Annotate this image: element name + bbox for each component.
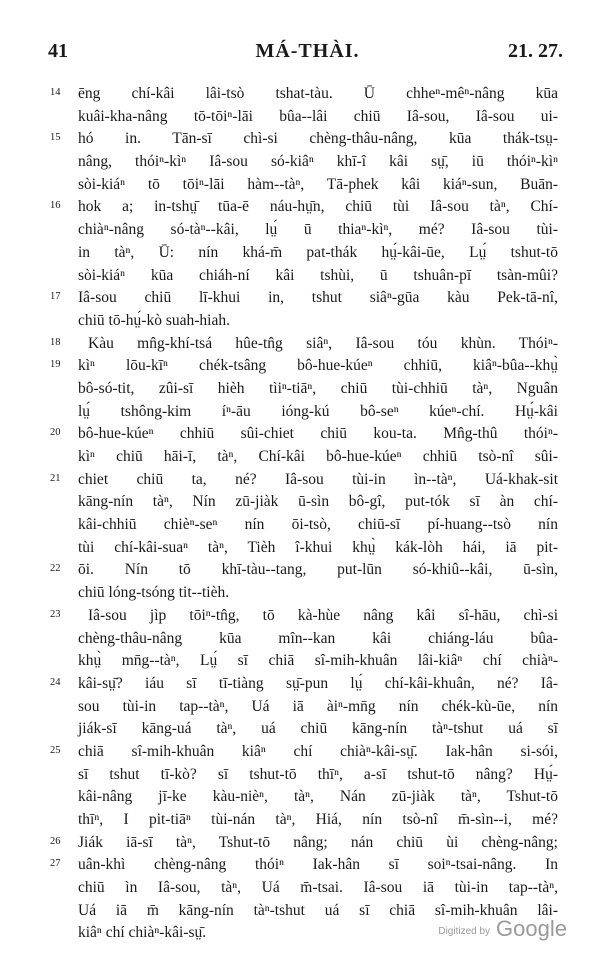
watermark-brand: Google [496,916,567,941]
line-text: chiet chiū ta, né? Iâ-sou tùi-in ìn--tàⁿ, Uá-khak-sit [78,470,558,488]
line-text: sou tùi-in tap--tàⁿ, Uá iā àiⁿ-mn̄g nín chék-kù-ūe, nín [78,697,558,715]
text-line [0,629,615,652]
line-text: bô-só-tit, zûi-sī hièh tìiⁿ-tiāⁿ, chiū tùi-chhiū tàⁿ, Nguân [78,379,558,397]
line-text: nâng, thóiⁿ-kìⁿ Iâ-sou só-kiâⁿ khī-î kâi sṳ̄, iū thóiⁿ-kìⁿ [78,153,558,171]
verse-number: 21 [50,472,61,484]
line-text: kìⁿ lōu-kīⁿ chék-tsâng bô-hue-kúeⁿ chhiū, kiâⁿ-bûa--khṳ̀ [78,357,558,375]
line-text: sī tshut tī-kò? sī tshut-tō thīⁿ, a-sī tshut-tō nâng? Hṳ́- [78,765,558,783]
line-text: chiàⁿ-nâng só-tàⁿ--kâi, lṳ́ ū thiaⁿ-kìⁿ, mé? Iâ-sou tùi- [78,221,558,239]
text-line [0,538,615,561]
text-line [0,651,615,674]
line-text: hok a; in-tshṳ̄ tūa-ē náu-hṳ̄n, chiū tùi Iâ-sou tàⁿ, Chí- [78,198,558,216]
text-line [0,583,615,606]
text-line [0,356,615,379]
text-line [0,492,615,515]
line-text: ōi. Nín tō khī-tàu--tang, put-lūn só-khiû--kâi, ū-sìn, [78,561,558,579]
line-text: thīⁿ, I pit-tiāⁿ tùi-nán tàⁿ, Hiá, nín tsò-nî m̄-sìn--i, mé? [78,811,558,828]
line-text: Iâ-sou jìp tōiⁿ-tn̂g, tō kà-hùe nâng kâi sî-hāu, chì-si [88,606,558,624]
page-number: 41 [48,40,68,62]
text-line [0,175,615,198]
verse-number: 16 [50,200,61,212]
verse-number: 27 [50,858,61,870]
text-line [0,243,615,266]
line-text: uân-khì chèng-nâng thóiⁿ Iak-hân sī soiⁿ-tsai-nâng. In [78,856,558,874]
line-text: chiū lóng-tsóng tit--tièh. [78,584,230,602]
text-line [0,311,615,334]
line-text: chiā sî-mih-khuân kiâⁿ chí chiàⁿ-kâi-sṳ̄. Iak-hân si-sói, [78,742,558,760]
text-line [0,697,615,720]
verse-number: 18 [50,336,61,348]
verse-number: 17 [50,291,61,303]
line-text: kâi-nâng jī-ke kàu-nièⁿ, tàⁿ, Nán zū-jiàk tàⁿ, Tshut-tō [78,788,558,806]
verse-number: 22 [50,563,61,575]
text-line [0,107,615,130]
line-text: sòi-kiáⁿ kūa chiáh-ní kâi tshùi, ū tshuân-pī tsàn-mûi? [78,266,558,284]
text-line [0,334,615,357]
text-line [0,288,615,311]
verse-number: 25 [50,744,61,756]
line-text: jiák-sī kāng-uá tàⁿ, uá chiū kāng-nín tàⁿ-tshut uá sī [78,720,558,738]
text-line [0,878,615,901]
line-text: kiâⁿ chí chiàⁿ-kâi-sṳ̄. [78,924,207,942]
line-text: Jiák iā-sī tàⁿ, Tshut-tō nâng; nán chiū ùi chèng-nâng; [78,833,558,851]
text-line [0,515,615,538]
verse-number: 19 [50,359,61,371]
line-text: ēng chí-kâi lâi-tsò tshat-tàu. Ū chheⁿ-mêⁿ-nâng kūa [78,85,558,102]
line-text: Kàu mn̂g-khí-tsá hûe-tn̂g siâⁿ, Iâ-sou tóu khùn. Thóiⁿ- [88,334,558,352]
digitization-watermark [438,916,567,942]
line-text: in tàⁿ, Ū: nín khá-m̄ pat-thák hṳ́-kâi-ūe, Lṳ́ tshut-tō [78,243,558,261]
line-text: kâi-chhiū chièⁿ-seⁿ nín ōi-tsò, chiū-sī pí-huang--tsò nín [78,516,558,534]
text-line [0,560,615,583]
line-text: chiū ìn Iâ-sou, tàⁿ, Uá m̄-tsai. Iâ-sou iā tùi-in tap--tàⁿ, [78,879,558,897]
verse-number: 15 [50,132,61,144]
line-text: sòi-kiáⁿ tō tōiⁿ-lāi hàm--tàⁿ, Tā-phek kâi kiáⁿ-sun, Buān- [78,175,558,193]
text-line [0,606,615,629]
text-line [0,810,615,833]
running-title: MÁ-THÀI. [255,40,360,62]
running-header [0,40,615,70]
text-line [0,470,615,493]
text-line [0,447,615,470]
watermark-prefix: Digitized by [438,926,491,937]
text-line [0,402,615,425]
line-text: Uá iā m̄ kāng-nín tàⁿ-tshut uá sī chiā sî-mih-khuân lâi- [78,901,558,919]
line-text: kāng-nín tàⁿ, Nín zū-jiàk ū-sìn bô-gî, put-tók sī àn chí- [78,493,558,511]
text-line [0,84,615,107]
text-line [0,379,615,402]
chapter-verse-reference: 21. 27. [508,40,563,62]
verse-number: 23 [50,608,61,620]
verse-number: 14 [50,87,61,98]
text-line [0,719,615,742]
line-text: hó in. Tān-sī chì-si chèng-thâu-nâng, kūa thák-tsṳ- [78,130,558,148]
text-line [0,129,615,152]
text-line [0,266,615,289]
line-text: chèng-thâu-nâng kūa mîn--kan kâi chiáng-láu bûa- [78,629,558,647]
verse-number: 20 [50,427,61,439]
text-line [0,742,615,765]
line-text: bô-hue-kúeⁿ chhiū sûi-chiet chiū kou-ta. Mn̂g-thû thóiⁿ- [78,425,558,443]
verse-number: 26 [50,835,61,847]
text-line [0,765,615,788]
line-text: kuâi-kha-nâng tō-tōiⁿ-lāi bûa--lâi chiū Iâ-sou, Iâ-sou ui- [78,107,558,125]
text-line [0,424,615,447]
line-text: Iâ-sou chiū lī-khui in, tshut siâⁿ-gūa kàu Pek-tā-nî, [78,289,558,307]
line-text: tùi chí-kâi-suaⁿ tàⁿ, Tièh î-khui khṳ̀ kák-lòh hái, iā pit- [78,538,558,556]
text-line [0,220,615,243]
line-text: kìⁿ chiū hāi-ī, tàⁿ, Chí-kâi bô-hue-kúeⁿ chhiū tsò-nî sûi- [78,448,558,465]
line-text: chiū tō-hṳ́-kò suah-hiah. [78,311,230,329]
verse-number: 24 [50,676,61,688]
text-line [0,787,615,810]
line-text: kâi-sṳ̄? iáu sī tī-tiàng sṳ̄-pun lṳ́ chí-kâi-khuân, né? Iâ- [78,674,558,692]
text-line [0,197,615,220]
text-line [0,833,615,856]
text-line [0,674,615,697]
text-line [0,855,615,878]
body-text [0,84,615,946]
line-text: lṳ́ tshông-kim íⁿ-āu ióng-kú bô-seⁿ kúeⁿ-chí. Hṳ́-kâi [78,402,558,420]
text-line [0,152,615,175]
line-text: khṳ̀ mn̄g--tàⁿ, Lṳ́ sī chiā sî-mih-khuân lâi-kiâⁿ chí chiàⁿ- [78,652,558,670]
